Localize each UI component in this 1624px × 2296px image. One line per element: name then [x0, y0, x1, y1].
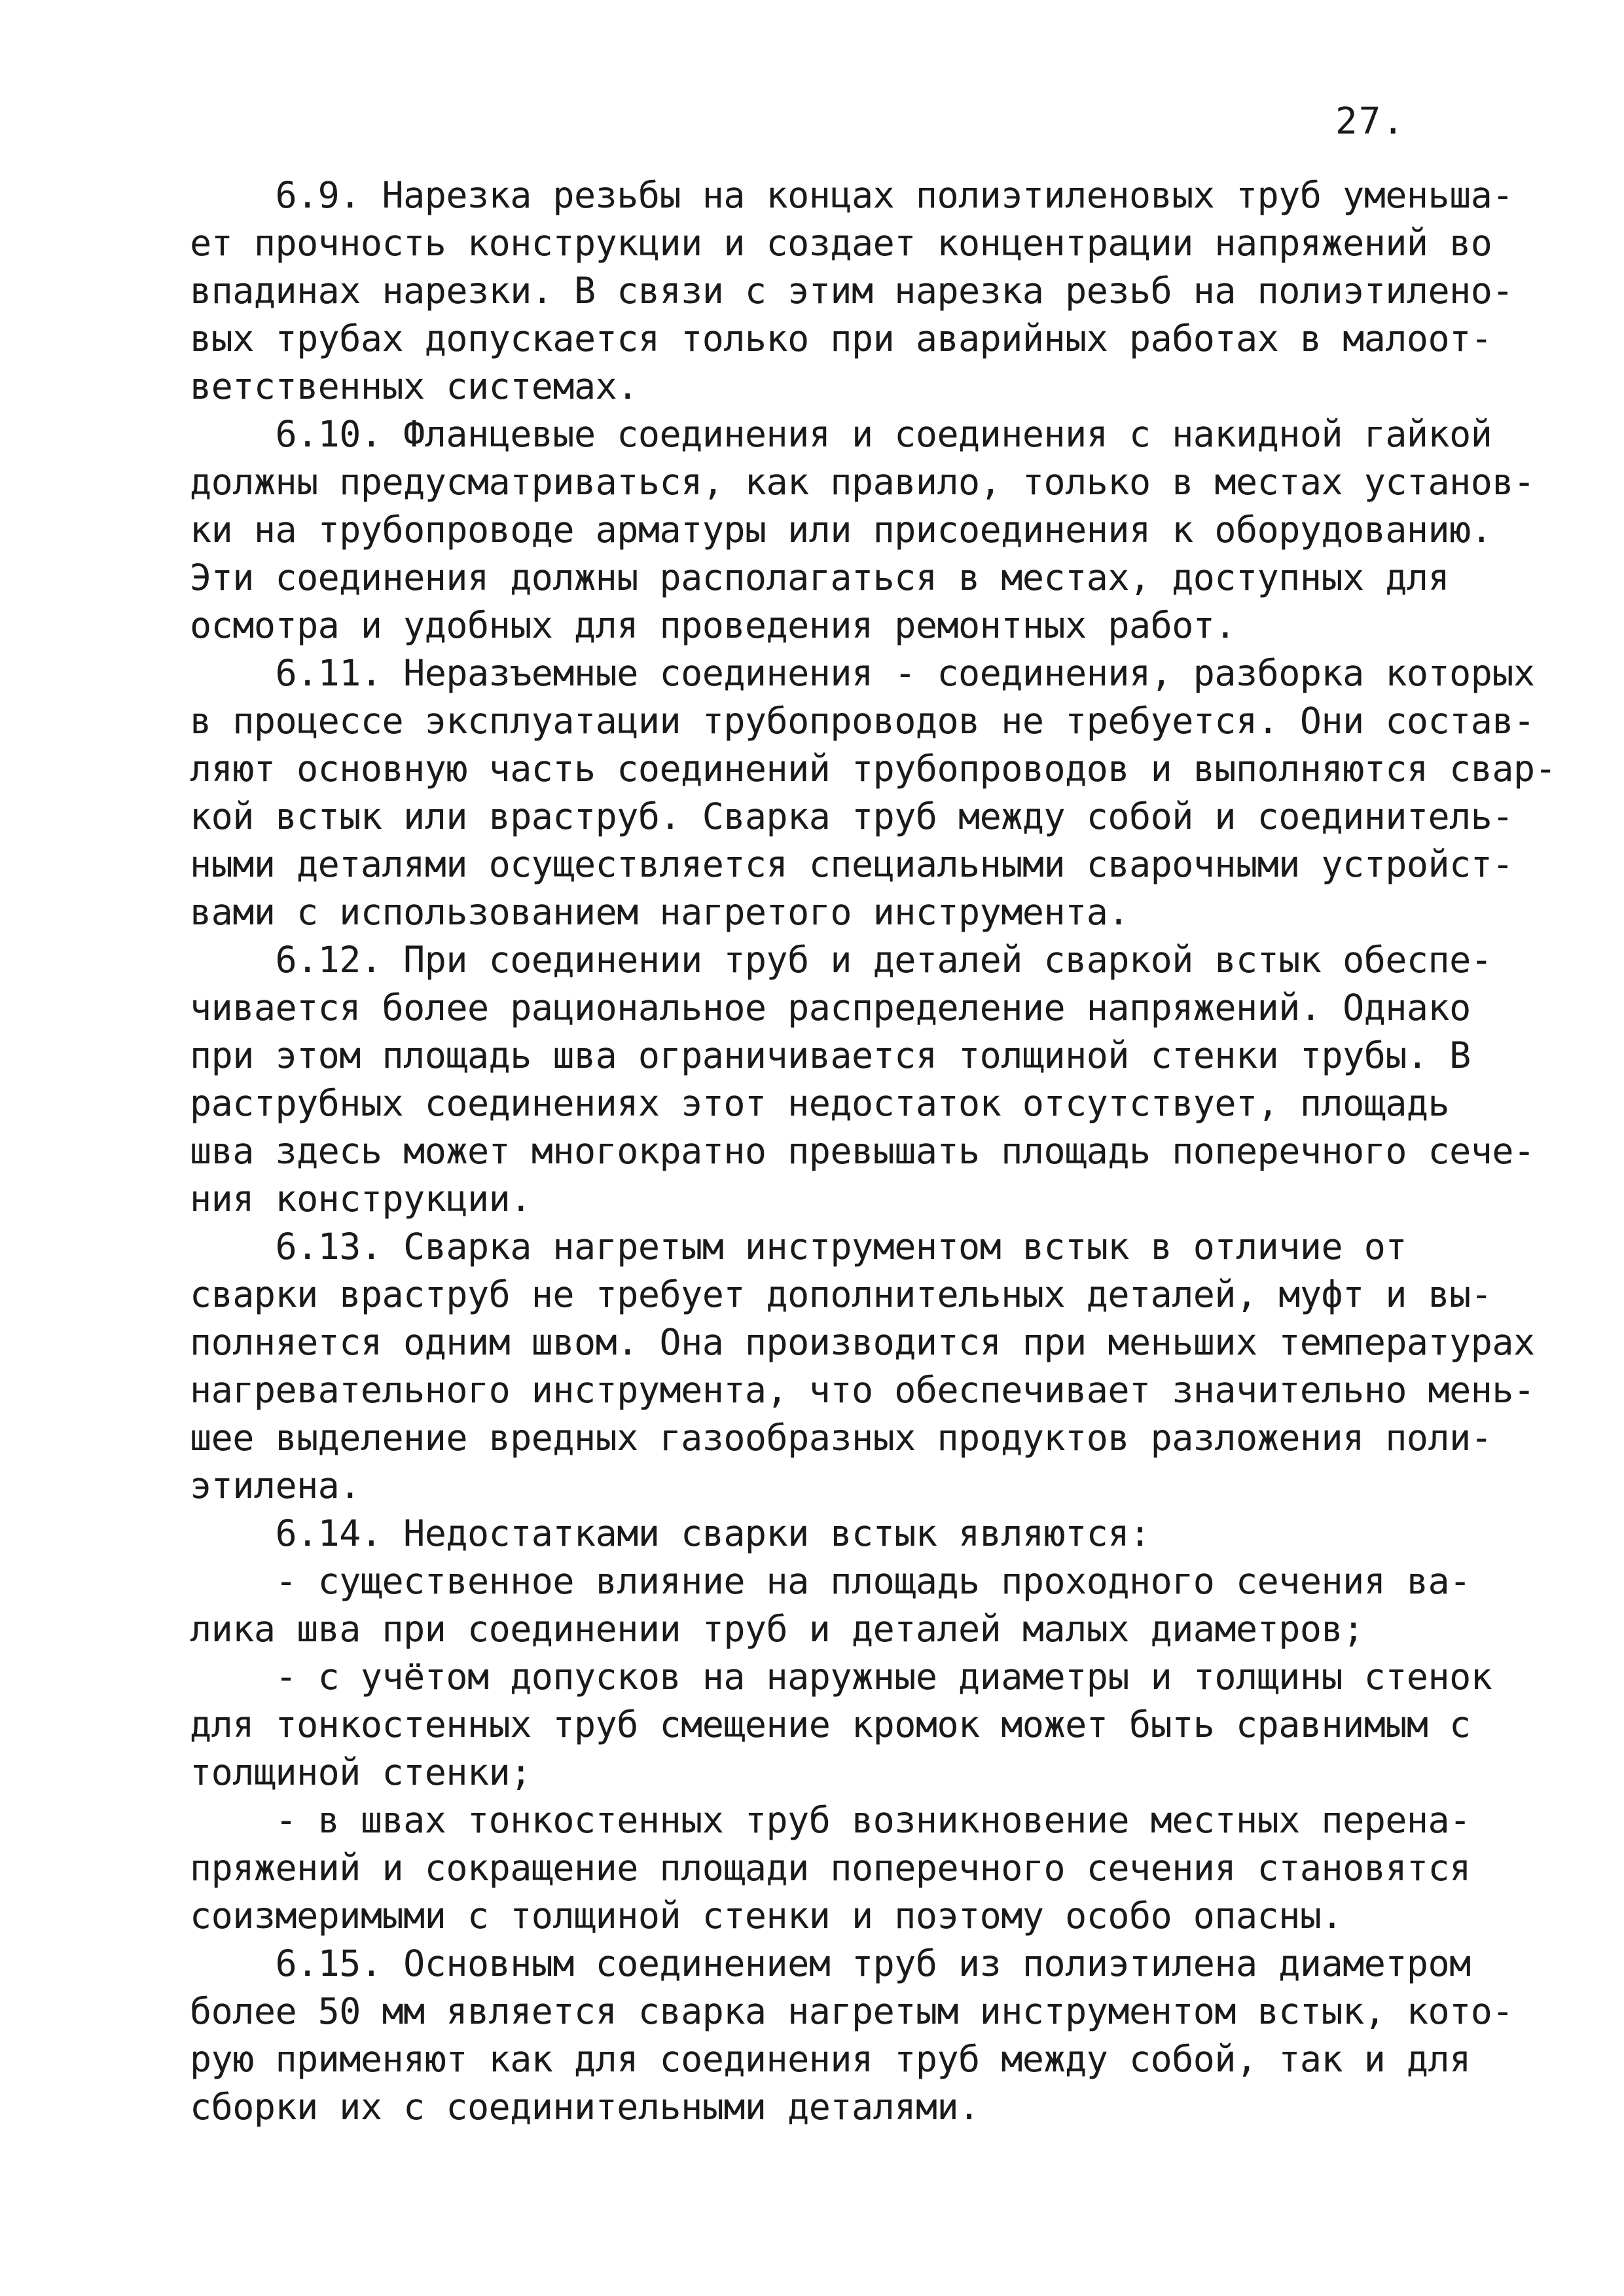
text-line: раструбных соединениях этот недостаток отсутствует, площадь — [190, 1082, 1450, 1124]
text-line: ет прочность конструкции и создает концентрации напряжений во — [190, 222, 1492, 264]
text-line: 6.12. При соединении труб и деталей сваркой встык обеспе- — [190, 939, 1492, 981]
text-line: шва здесь может многократно превышать площадь поперечного сече- — [190, 1130, 1535, 1172]
text-line: рую применяют как для соединения труб между собой, так и для — [190, 2038, 1471, 2080]
page-number: 27. — [1335, 100, 1406, 143]
text-line: Эти соединения должны располагаться в местах, доступных для — [190, 556, 1450, 598]
text-line: для тонкостенных труб смещение кромок может быть сравнимым с — [190, 1704, 1471, 1745]
text-line: должны предусматриваться, как правило, только в местах установ- — [190, 461, 1535, 503]
text-line: нагревательного инструмента, что обеспечивает значительно мень- — [190, 1369, 1535, 1411]
text-line: вами с использованием нагретого инструмента. — [190, 891, 1129, 933]
text-line: - с учётом допусков на наружные диаметры и толщины стенок — [190, 1656, 1492, 1698]
text-line: 6.9. Нарезка резьбы на концах полиэтиленовых труб уменьша- — [190, 174, 1513, 216]
text-line: 6.14. Недостатками сварки встык являются: — [190, 1512, 1151, 1554]
text-line: впадинах нарезки. В связи с этим нарезка резьб на полиэтилено- — [190, 270, 1513, 312]
text-line: ки на трубопроводе арматуры или присоединения к оборудованию. — [190, 509, 1492, 551]
text-line: 6.13. Сварка нагретым инструментом встык в отличие от — [190, 1226, 1407, 1267]
text-line: соизмеримыми с толщиной стенки и поэтому особо опасны. — [190, 1895, 1343, 1937]
text-line: сборки их с соединительными деталями. — [190, 2086, 980, 2128]
text-line: ветственных системах. — [190, 365, 638, 407]
text-line: ляют основную часть соединений трубопроводов и выполняются свар- — [190, 748, 1557, 790]
text-line: ния конструкции. — [190, 1178, 532, 1220]
text-line: лика шва при соединении труб и деталей малых диаметров; — [190, 1608, 1364, 1650]
text-line: 6.15. Основным соединением труб из полиэтилена диаметром — [190, 1942, 1471, 1984]
text-line: вых трубах допускается только при аварийных работах в малоот- — [190, 318, 1492, 359]
text-line: 6.11. Неразъемные соединения - соединения, разборка которых — [190, 652, 1535, 694]
text-line: шее выделение вредных газообразных продуктов разложения поли- — [190, 1417, 1492, 1459]
text-line: в процессе эксплуатации трубопроводов не требуется. Они состав- — [190, 700, 1535, 742]
text-line: чивается более рациональное распределение напряжений. Однако — [190, 987, 1471, 1029]
text-line: пряжений и сокращение площади поперечного сечения становятся — [190, 1847, 1471, 1889]
text-line: ными деталями осуществляется специальными сварочными устройст- — [190, 843, 1513, 885]
text-line: при этом площадь шва ограничивается толщиной стенки трубы. В — [190, 1034, 1471, 1076]
text-line: сварки враструб не требует дополнительных деталей, муфт и вы- — [190, 1273, 1492, 1315]
document-body — [190, 172, 1557, 2131]
text-line: 6.10. Фланцевые соединения и соединения с накидной гайкой — [190, 413, 1492, 455]
text-line: более 50 мм является сварка нагретым инструментом встык, кото- — [190, 1990, 1513, 2032]
text-line: толщиной стенки; — [190, 1751, 532, 1793]
text-line: этилена. — [190, 1465, 361, 1506]
text-line: осмотра и удобных для проведения ремонтных работ. — [190, 604, 1236, 646]
text-line: полняется одним швом. Она производится при меньших температурах — [190, 1321, 1535, 1363]
text-line: - в швах тонкостенных труб возникновение местных перена- — [190, 1799, 1471, 1841]
text-line: - существенное влияние на площадь проходного сечения ва- — [190, 1560, 1471, 1602]
text-line: кой встык или враструб. Сварка труб между собой и соединитель- — [190, 795, 1513, 837]
